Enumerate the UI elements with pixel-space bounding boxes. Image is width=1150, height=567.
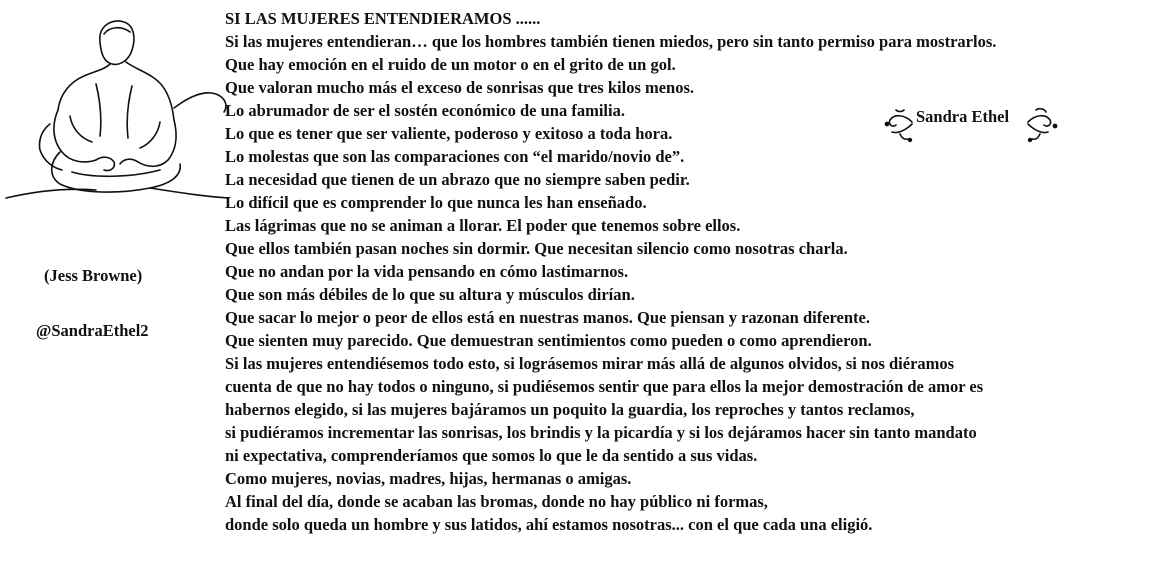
- poem-line: Que hay emoción en el ruido de un motor o en el grito de un gol.: [225, 55, 676, 74]
- poem-line: si pudiéramos incrementar las sonrisas, los brindis y la picardía y si los dejáramos hacer sin tanto mandato: [225, 423, 977, 442]
- poem-line: Que sienten muy parecido. Que demuestran sentimientos como pueden o como aprendieron.: [225, 331, 872, 350]
- poem-line: Que ellos también pasan noches sin dormir. Que necesitan silencio como nosotras charla.: [225, 239, 848, 258]
- poem-line: Al final del día, donde se acaban las bromas, donde no hay público ni formas,: [225, 492, 768, 511]
- flourish-ornament-icon: [1026, 106, 1060, 144]
- poem-line: Lo abrumador de ser el sostén económico de una familia.: [225, 101, 625, 120]
- poem-line: Si las mujeres entendieran… que los hombres también tienen miedos, pero sin tanto permiso para mostrarlos.: [225, 32, 997, 51]
- poem-line: Como mujeres, novias, madres, hijas, hermanas o amigas.: [225, 469, 632, 488]
- poem-line: Lo difícil que es comprender lo que nunca les han enseñado.: [225, 193, 647, 212]
- poem-line: Las lágrimas que no se animan a llorar. El poder que tenemos sobre ellos.: [225, 216, 741, 235]
- poem-line: Que sacar lo mejor o peor de ellos está en nuestras manos. Que piensan y razonan diferente.: [225, 308, 870, 327]
- poem-line: Que valoran mucho más el exceso de sonrisas que tres kilos menos.: [225, 78, 695, 97]
- poem-line: Lo molestas que son las comparaciones con “el marido/novio de”.: [225, 147, 685, 166]
- poem-line: Si las mujeres entendiésemos todo esto, si lográsemos mirar más allá de algunos olvidos, si nos diéramos: [225, 354, 955, 373]
- artist-credit: (Jess Browne): [44, 266, 143, 285]
- flourish-ornament-icon: [884, 106, 914, 144]
- poem-text: [225, 7, 1145, 536]
- poem-title: SI LAS MUJERES ENTENDIERAMOS ......: [225, 9, 541, 28]
- signature: [884, 106, 1060, 146]
- signature-name: Sandra Ethel: [916, 107, 1010, 126]
- poem-line: cuenta de que no hay todos o ninguno, si pudiésemos sentir que para ellos la mejor demostración de amor es: [225, 377, 984, 396]
- poem-line: La necesidad que tienen de un abrazo que no siempre saben pedir.: [225, 170, 690, 189]
- poem-line: ni expectativa, comprenderíamos que somos lo que le da sentido a sus vidas.: [225, 446, 758, 465]
- poem-line: Que no andan por la vida pensando en cómo lastimarnos.: [225, 262, 629, 281]
- author-handle: @SandraEthel2: [36, 321, 149, 340]
- line-art-seated-man-icon: [0, 12, 230, 202]
- poem-line: habernos elegido, si las mujeres bajáramos un poquito la guardia, los reproches y tantos reclamos,: [225, 400, 915, 419]
- poem-line: donde solo queda un hombre y sus latidos, ahí estamos nosotras... con el que cada una eligió.: [225, 515, 873, 534]
- poem-line: Que son más débiles de lo que su altura y músculos dirían.: [225, 285, 635, 304]
- poem-line: Lo que es tener que ser valiente, poderoso y exitoso a toda hora.: [225, 124, 673, 143]
